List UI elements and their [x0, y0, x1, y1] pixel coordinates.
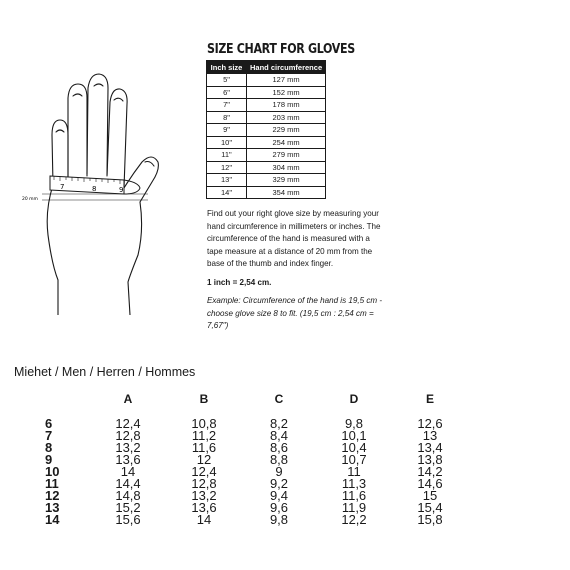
table-cell: 12,6	[417, 416, 443, 431]
size-chart-row	[207, 161, 326, 174]
hand-circumference-header: Hand circumference	[247, 61, 326, 74]
table-cell: 9	[275, 464, 283, 479]
table-cell: 15,4	[417, 500, 443, 515]
table-cell: 13,2	[191, 488, 217, 503]
row-size-label: 7	[45, 428, 53, 443]
tape-number-9: 9	[119, 186, 124, 194]
measurement-instructions	[207, 207, 388, 332]
column-header-a: A	[123, 392, 133, 406]
inch-size-cell: 13"	[207, 174, 247, 187]
hand-circumference-cell: 279 mm	[247, 149, 326, 162]
table-cell: 13,8	[417, 452, 443, 467]
table-cell: 14	[120, 464, 136, 479]
size-chart-row	[207, 124, 326, 137]
inch-size-cell: 6"	[207, 86, 247, 99]
table-cell: 13,6	[115, 452, 141, 467]
tape-number-8: 8	[92, 185, 97, 193]
size-chart-title: SIZE CHART FOR GLOVES	[207, 42, 355, 57]
size-chart-row	[207, 74, 326, 87]
conversion-note: 1 inch = 2,54 cm.	[207, 276, 272, 287]
table-cell: 10,4	[341, 440, 367, 455]
table-cell: 11	[347, 464, 361, 479]
table-cell: 13	[422, 428, 438, 443]
size-chart-row	[207, 174, 326, 187]
table-cell: 14,6	[417, 476, 443, 491]
table-cell: 12	[196, 452, 212, 467]
hand-circumference-cell: 203 mm	[247, 111, 326, 124]
row-size-label: 13	[45, 500, 60, 515]
table-cell: 8,6	[269, 440, 289, 455]
hand-measurement-illustration	[20, 70, 170, 315]
table-cell: 11,2	[191, 428, 217, 443]
inch-size-cell: 7"	[207, 99, 247, 112]
table-cell: 9,4	[269, 488, 289, 503]
size-chart-row	[207, 111, 326, 124]
inch-size-cell: 9"	[207, 124, 247, 137]
table-cell: 14,4	[115, 476, 141, 491]
table-cell: 12,4	[115, 416, 141, 431]
size-chart-row	[207, 149, 326, 162]
row-size-label: 11	[45, 476, 59, 491]
row-size-label: 14	[45, 512, 60, 527]
distance-label: 20 mm	[22, 197, 38, 202]
size-chart-row	[207, 136, 326, 149]
table-cell: 8,2	[269, 416, 289, 431]
size-chart-row	[207, 186, 326, 199]
column-header-d: D	[349, 392, 359, 406]
size-chart-row	[207, 86, 326, 99]
row-size-label: 10	[45, 464, 60, 479]
row-size-label: 8	[45, 440, 53, 455]
table-cell: 8,8	[269, 452, 289, 467]
size-chart-header-row	[207, 61, 326, 74]
column-header-c: C	[274, 392, 284, 406]
table-cell: 15	[422, 488, 438, 503]
table-cell: 9,8	[269, 512, 289, 527]
column-header-b: B	[199, 392, 209, 406]
table-cell: 12,8	[191, 476, 217, 491]
hand-circumference-cell: 127 mm	[247, 74, 326, 87]
table-cell: 10,8	[191, 416, 217, 431]
table-cell: 9,6	[269, 500, 289, 515]
table-cell: 12,4	[191, 464, 217, 479]
men-table-title: Miehet / Men / Herren / Hommes	[14, 365, 196, 379]
table-cell: 8,4	[269, 428, 289, 443]
table-cell: 14,2	[417, 464, 443, 479]
table-cell: 13,2	[115, 440, 141, 455]
example-note: Example: Circumference of the hand is 19,5 cm - choose glove size 8 to fit. (19,5 cm : 2,54 cm = 7,67")	[207, 295, 383, 330]
table-cell: 9,2	[269, 476, 289, 491]
inch-size-header: Inch size	[207, 61, 247, 74]
table-cell: 10,1	[341, 428, 367, 443]
table-cell: 15,2	[115, 500, 141, 515]
inch-size-cell: 12"	[207, 161, 247, 174]
table-cell: 9,8	[344, 416, 364, 431]
table-cell: 13,6	[191, 500, 217, 515]
instructions-text: Find out your right glove size by measuring your hand circumference in millimeters or inches. The circumference of the hand is measured with a tape measure at a distance of 20 mm from the base of the thumb and index finger.	[207, 208, 381, 268]
row-size-label: 12	[45, 488, 60, 503]
table-cell: 11,6	[341, 488, 367, 503]
hand-circumference-cell: 178 mm	[247, 99, 326, 112]
hand-circumference-cell: 354 mm	[247, 186, 326, 199]
hand-circumference-cell: 152 mm	[247, 86, 326, 99]
table-cell: 11,6	[191, 440, 217, 455]
table-cell: 11,9	[341, 500, 367, 515]
table-cell: 15,6	[115, 512, 141, 527]
size-chart-row	[207, 99, 326, 112]
table-cell: 12,8	[115, 428, 141, 443]
table-cell: 13,4	[417, 440, 443, 455]
inch-size-cell: 8"	[207, 111, 247, 124]
row-size-label: 6	[45, 416, 53, 431]
hand-circumference-cell: 329 mm	[247, 174, 326, 187]
table-cell: 12,2	[341, 512, 367, 527]
hand-circumference-cell: 304 mm	[247, 161, 326, 174]
table-cell: 15,8	[417, 512, 443, 527]
tape-number-7: 7	[60, 183, 65, 191]
table-cell: 10,7	[341, 452, 367, 467]
row-size-label: 9	[45, 452, 53, 467]
table-cell: 14	[196, 512, 212, 527]
table-cell: 11,3	[341, 476, 367, 491]
inch-size-cell: 11"	[207, 149, 247, 162]
table-cell: 14,8	[115, 488, 141, 503]
hand-circumference-cell: 254 mm	[247, 136, 326, 149]
distance-indicator	[22, 194, 148, 202]
size-chart-table	[206, 60, 326, 199]
inch-size-cell: 5"	[207, 74, 247, 87]
hand-circumference-cell: 229 mm	[247, 124, 326, 137]
column-header-e: E	[425, 392, 434, 406]
inch-size-cell: 14"	[207, 186, 247, 199]
inch-size-cell: 10"	[207, 136, 247, 149]
